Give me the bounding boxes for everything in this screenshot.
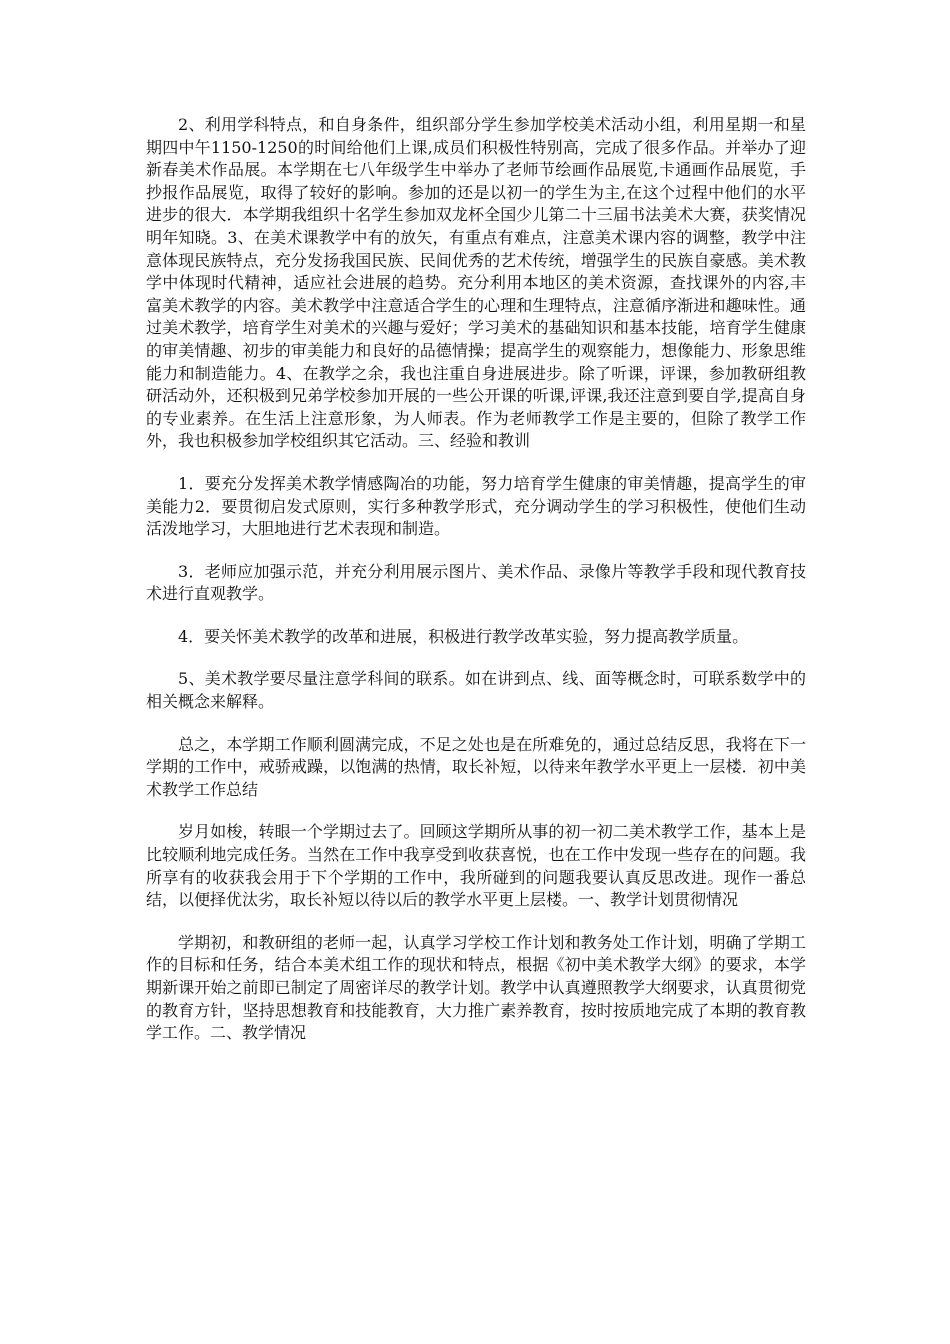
- document-body: [146, 114, 806, 1045]
- paragraph-summary: 总之，本学期工作顺利圆满完成，不足之处也是在所难免的，通过总结反思，我将在下一学期的工作中，戒骄戒躁，以饱满的热情，取长补短，以待来年教学水平更上一层楼．初中美术教学工作总结: [146, 734, 806, 799]
- paragraph-lesson-3: 3．老师应加强示范，并充分利用展示图片、美术作品、录像片等教学手段和现代教育技术进行直观教学。: [146, 561, 806, 604]
- paragraph-lesson-5: 5、美术教学要尽量注意学科间的联系。如在讲到点、线、面等概念时，可联系数学中的相关概念来解释。: [146, 669, 806, 712]
- paragraph-teaching-plan: 学期初，和教研组的老师一起，认真学习学校工作计划和教务处工作计划，明确了学期工作的目标和任务，结合本美术组工作的现状和特点，根据《初中美术教学大纲》的要求，本学期新课开始之前即已制定了周密详尽的教学计划。教学中认真遵照教学大纲要求，认真贯彻党的教育方针，坚持思想教育和技能教育，大力推广素养教育，按时按质地完成了本期的教育教学工作。二、教学情况: [146, 932, 806, 1043]
- paragraph-lesson-1-2: 1．要充分发挥美术教学情感陶冶的功能，努力培育学生健康的审美情趣，提高学生的审美能力2．要贯彻启发式原则，实行多种教学形式，充分调动学生的学习积极性，使他们生动活泼地学习，大胆地进行艺术表现和制造。: [146, 473, 806, 539]
- paragraph-lesson-4: 4．要关怀美术教学的改革和进展，积极进行教学改革实验，努力提高教学质量。: [178, 626, 749, 646]
- paragraph-semester-review: 岁月如梭，转眼一个学期过去了。回顾这学期所从事的初一初二美术教学工作，基本上是比较顺利地完成任务。当然在工作中我享受到收获喜悦，也在工作中发现一些存在的问题。我所享有的收获我会用于下个学期的工作中，我所碰到的问题我要认真反思改进。现作一番总结，以便择优汰劣，取长补短以待以后的教学水平更上层楼。一、教学计划贯彻情况: [146, 822, 806, 910]
- paragraph-activities-and-methods: 2、利用学科特点，和自身条件，组织部分学生参加学校美术活动小组，利用星期一和星期四中午1150-1250的时间给他们上课,成员们积极性特别高，完成了很多作品。并举办了迎新春美术作品展。本学期在七八年级学生中举办了老师节绘画作品展览,卡通画作品展览，手抄报作品展览，取得了较好的影响。参加的还是以初一的学生为主,在这个过程中他们的水平进步的很大．本学期我组织十名学生参加双龙杯全国少儿第二十三届书法美术大赛，获奖情况明年知晓。3、在美术课教学中有的放矢，有重点有难点，注意美术课内容的调整，教学中注意体现民族特点，充分发扬我国民族、民间优秀的艺术传统，增强学生的民族自豪感。美术教学中体现时代精神，适应社会进展的趋势。充分利用本地区的美术资源，查找课外的内容,丰富美术教学的内容。美术教学中注意适合学生的心理和生理特点，注意循序渐进和趣味性。通过美术教学，培育学生对美术的兴趣与爱好；学习美术的基础知识和基本技能，培育学生健康的审美情趣、初步的审美能力和良好的品德情操；提高学生的观察能力，想像能力、形象思维能力和制造能力。4、在教学之余，我也注重自身进展进步。除了听课，评课，参加教研组教研活动外，还积极到兄弟学校参加开展的一些公开课的听课,评课,我还注意到要自学,提高自身的专业素养。在生活上注意形象，为人师表。作为老师教学工作是主要的，但除了教学工作外，我也积极参加学校组织其它活动。三、经验和教训: [146, 115, 806, 451]
